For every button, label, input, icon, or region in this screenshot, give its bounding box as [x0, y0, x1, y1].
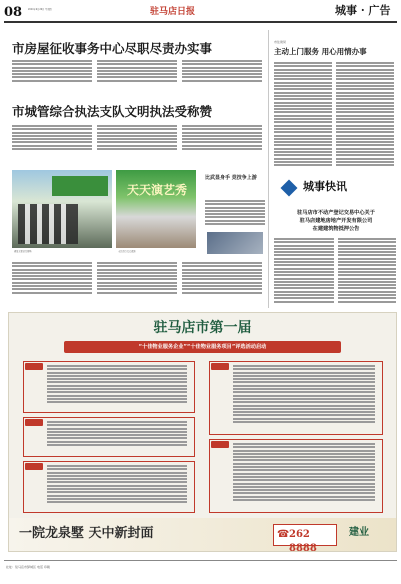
boxed-story-text: [205, 200, 265, 230]
photo-1-people: [18, 204, 78, 244]
article-2-text-col3: [182, 125, 262, 155]
ad-slogan: 一院龙泉墅 天中新封面: [19, 526, 154, 541]
ad-hotline-box: [273, 524, 337, 554]
ad-box-tag-5: [211, 441, 229, 448]
ad-box-tag-4: [211, 363, 229, 370]
notice-text: [274, 238, 334, 306]
article-2-text: [12, 125, 92, 155]
photo-1: [12, 170, 112, 248]
right-article-text-col2: [336, 62, 394, 172]
masthead-meta: 2024年9月26日 星期四: [28, 8, 52, 11]
photo-2-caption: 市民进行文艺表演: [118, 250, 136, 253]
ad-box-tag-2: [25, 419, 43, 426]
footer-text: 社址：驻马店市驿城区 电话 印刷: [6, 565, 50, 569]
photo-1-caption: 颁发荣誉证书现场: [14, 250, 32, 253]
ad-title: 驻马店市第一届: [153, 320, 252, 336]
notice-title-2: 驻马店建地房地产开发有限公司: [299, 218, 373, 224]
article-1-text-col2: [97, 60, 177, 86]
ad-hotline: 262 8888: [289, 529, 317, 554]
ad-brand: 建业: [349, 527, 369, 538]
photo-2-banner: 天天演艺秀: [126, 183, 187, 197]
city-news-label: 城事快讯: [303, 180, 347, 193]
right-kicker: 市住建局: [274, 40, 287, 44]
notice-text-col2: [338, 238, 396, 306]
headline-1: 市房屋征收事务中心尽职尽责办实事: [12, 41, 213, 56]
footer-rule: [4, 560, 397, 561]
notice-title-3: 在建建筑物抵押公告: [312, 226, 360, 232]
page-number: 08: [4, 5, 23, 20]
photo-2: [116, 170, 196, 248]
ad-subtitle: “十佳物业服务企业”“十佳物业服务项目”评选活动启动: [138, 344, 267, 350]
phone-icon: ☎: [277, 529, 290, 540]
ad-box-5-text: [233, 443, 375, 507]
column-divider: [268, 30, 269, 308]
ad-box-1-text: [47, 365, 187, 407]
ad-box-2-text: [47, 421, 187, 451]
article-3-text: [12, 262, 92, 302]
article-1-text: [12, 60, 92, 86]
ad-box-4-text: [233, 365, 375, 429]
article-1-text-col3: [182, 60, 262, 86]
ad-bottom-strip: [9, 518, 396, 554]
masthead: [0, 0, 401, 24]
right-article-text: [274, 62, 332, 172]
right-headline: 主动上门服务 用心用情办事: [274, 47, 367, 56]
ad-box-3-text: [47, 465, 187, 507]
boxed-story-photo: [207, 232, 263, 254]
city-news-bar: [281, 180, 298, 197]
photo-1-banner-bg: [52, 176, 108, 196]
ad-box-tag-1: [25, 363, 43, 370]
article-3-text-col2: [97, 262, 177, 302]
ad-box-tag-3: [25, 463, 43, 470]
section-name: 城事 · 广告: [335, 4, 391, 17]
masthead-rule: [4, 21, 397, 23]
headline-2: 市城管综合执法支队文明执法受称赞: [12, 104, 213, 119]
city-news-tag: [283, 178, 373, 198]
notice-title-1: 驻马店市不动产登记交易中心关于: [297, 210, 375, 216]
paper-name: 驻马店日报: [150, 7, 196, 17]
article-2-text-col2: [97, 125, 177, 155]
boxed-story-title: 比武显身手 竞技争上游: [205, 175, 257, 181]
article-3-text-col3: [182, 262, 262, 302]
ad-panel: [8, 312, 397, 552]
